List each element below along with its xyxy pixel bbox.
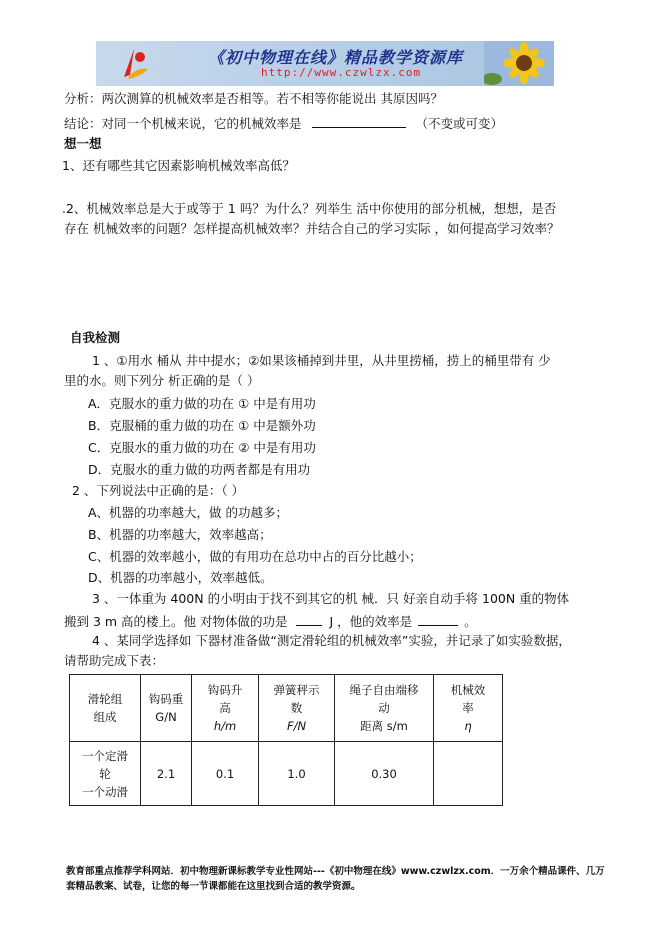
think-heading: 想一想 — [64, 136, 102, 151]
header-height: 钩码升 高 h/m — [192, 675, 259, 742]
site-logo-icon — [120, 47, 150, 81]
think-question-2-line1: .2、机械效率总是大于或等于 1 吗？为什么？列举生 活中你使用的部分机械，想想，是否 — [62, 201, 557, 216]
conclusion-hint: （不变或可变） — [415, 116, 503, 131]
q1-line1: 1 、①用水 桶从 井中提水；②如果该桶掉到井里，从井里捞桶，捞上的桶里带有 少 — [92, 353, 551, 368]
think-question-2-line2: 存在 机械效率的问题？怎样提高机械效率？并结合自己的学习实际 ，如何提高学习效率？ — [64, 221, 560, 236]
header-spring-reading: 弹簧秤示 数 F/N — [259, 675, 335, 742]
cell-weight: 2.1 — [141, 742, 192, 806]
analysis-text: 分析：两次测算的机械效率是否相等。若不相等你能说出 其原因吗？ — [64, 91, 443, 106]
think-question-1: 1、还有哪些其它因素影响机械效率高低？ — [62, 158, 295, 173]
q3-line1: 3 、一体重为 400N 的小明由于找不到其它的机 械．只 好亲自动手将 100N 重的物体 — [92, 591, 570, 606]
banner-url[interactable]: http://www.czwlzx.com — [261, 66, 422, 79]
header-rope-distance: 绳子自由端移 动 距离 s/m — [335, 675, 434, 742]
q2-option-a: A、机器的功率越大，做 的功越多； — [88, 505, 289, 520]
table-row — [70, 742, 503, 806]
pulley-data-table — [69, 674, 503, 806]
page-footer: 教育部重点推荐学科网站．初中物理新课标教学专业性网站---《初中物理在线》www.czwlzx.com．一万余个精品课件、几万套精品教案、试卷，让您的每一节课都能在这里找到合适的教学资源。 — [66, 866, 605, 892]
q3-efficiency-blank[interactable] — [418, 612, 458, 626]
conclusion-line — [64, 114, 503, 132]
q3-line2 — [64, 612, 477, 630]
q3-work-blank[interactable] — [296, 612, 322, 626]
q1-option-a: A．克服水的重力做的功在 ① 中是有用功 — [88, 396, 316, 411]
selfcheck-heading: 自我检测 — [70, 330, 121, 345]
q3-text-b: J ，他的效率是 — [329, 614, 413, 629]
q1-line2: 里的水。则下列分 析正确的是（ ） — [64, 373, 260, 388]
q2-option-d: D、机器的功率越小，效率越低。 — [88, 570, 273, 585]
conclusion-blank[interactable] — [312, 114, 406, 128]
q2-option-c: C、机器的效率越小，做的有用功在总功中占的百分比越小； — [88, 549, 422, 564]
q1-option-b: B．克服桶的重力做的功在 ① 中是额外功 — [88, 418, 316, 433]
cell-height: 0.1 — [192, 742, 259, 806]
cell-spring-reading: 1.0 — [259, 742, 335, 806]
header-composition: 滑轮组 组成 — [70, 675, 141, 742]
q4-line1: 4 、某同学选择如 下器材准备做“测定滑轮组的机械效率”实验，并记录了如实验数据， — [92, 633, 571, 648]
cell-efficiency[interactable] — [434, 742, 503, 806]
q4-line2: 请帮助完成下表： — [64, 653, 165, 668]
q1-option-d: D．克服水的重力做的功两者都是有用功 — [88, 462, 311, 477]
q3-text-c: 。 — [464, 614, 477, 629]
cell-rope-distance: 0.30 — [335, 742, 434, 806]
banner-title: 《初中物理在线》精品教学资源库 — [208, 48, 464, 67]
q1-option-c: C．克服水的重力做的功在 ② 中是有用功 — [88, 440, 316, 455]
cell-composition: 一个定滑 轮 一个动滑 — [70, 742, 141, 806]
q3-text-a: 搬到 3 m 高的楼上。他 对物体做的功是 — [64, 614, 288, 629]
conclusion-text: 结论：对同一个机械来说，它的机械效率是 — [64, 116, 302, 131]
q2-stem: 2 、下列说法中正确的是：（ ） — [72, 483, 245, 498]
header-weight: 钩码重 G/N — [141, 675, 192, 742]
table-header-row — [70, 675, 503, 742]
header-banner — [96, 41, 554, 86]
header-efficiency: 机械效 率 η — [434, 675, 503, 742]
sunflower-icon — [484, 41, 554, 86]
q2-option-b: B、机器的功率越大，效率越高； — [88, 527, 272, 542]
